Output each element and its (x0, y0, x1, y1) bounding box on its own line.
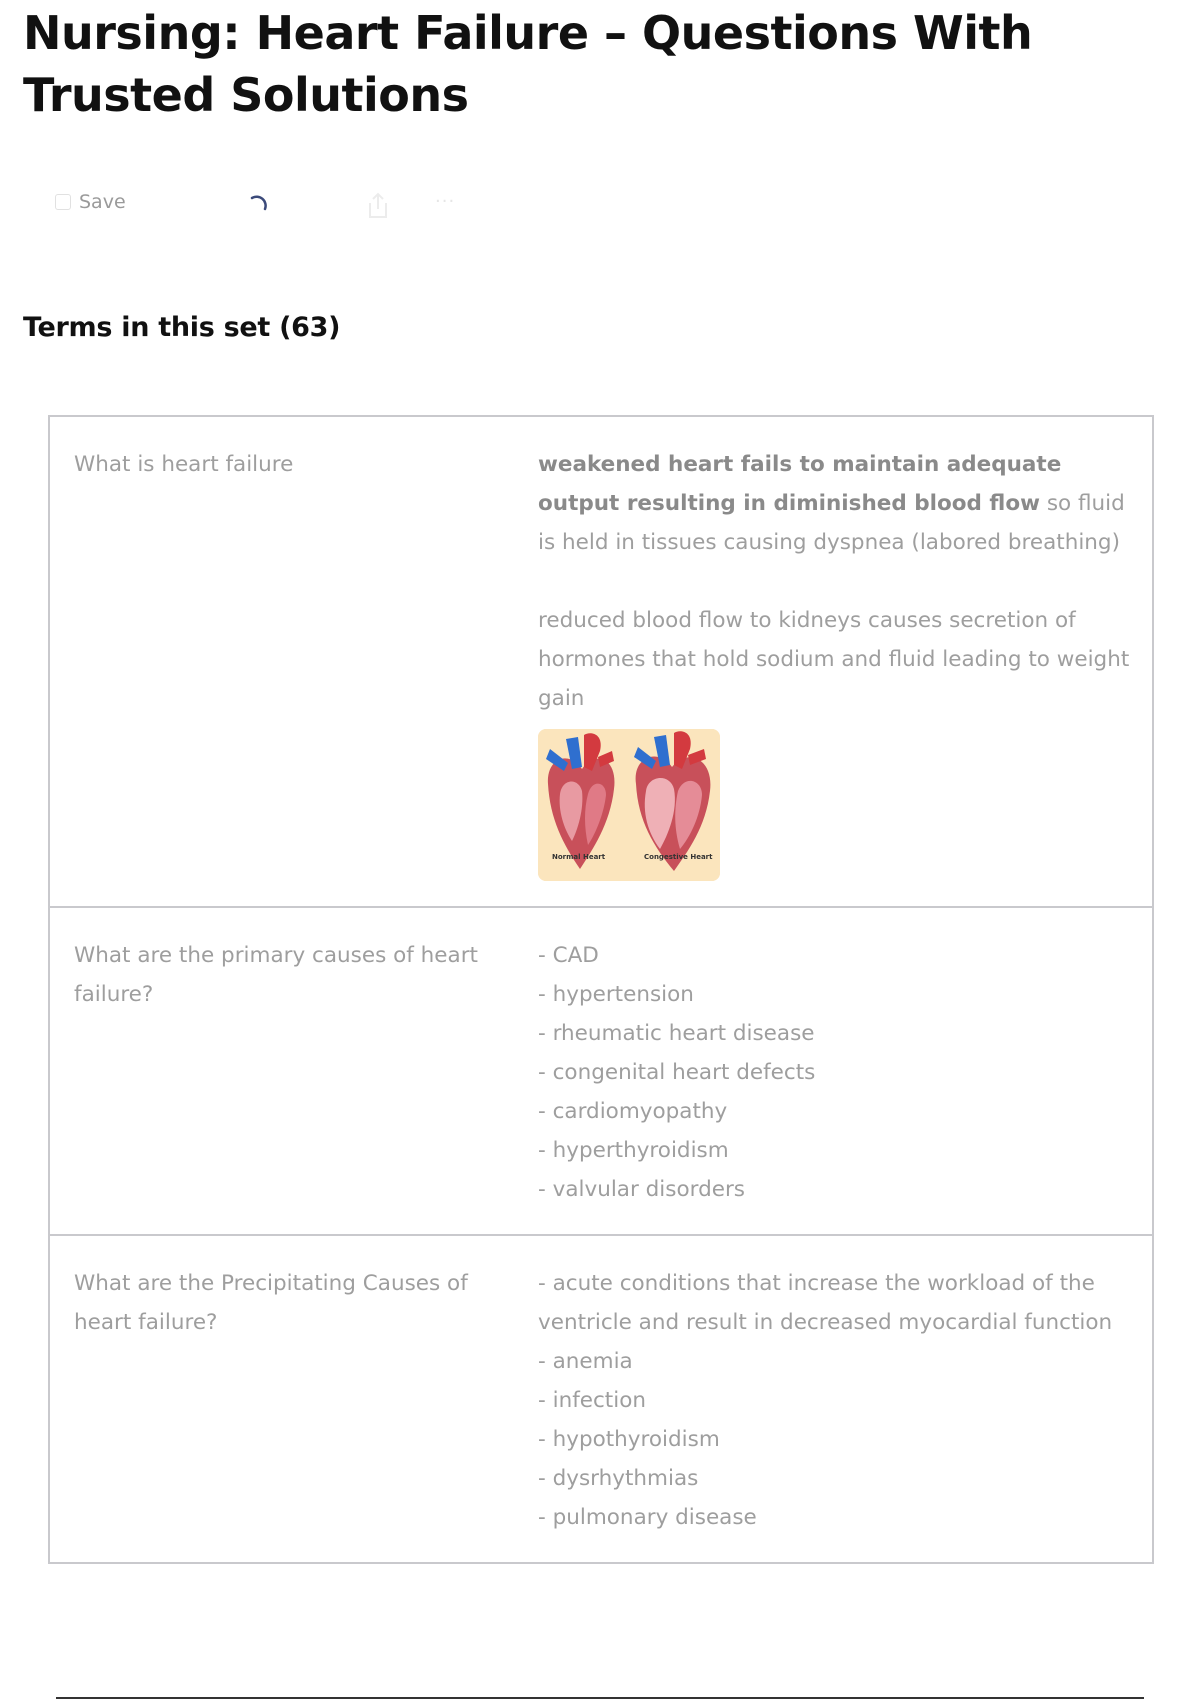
definition (520, 1236, 1152, 1562)
definition (520, 417, 1152, 906)
term-text: What are the Precipitating Causes of heart failure? (74, 1271, 468, 1335)
term-card (50, 1236, 1152, 1564)
save-label: Save (79, 191, 126, 213)
definition-line: - CAD (538, 943, 599, 968)
more-options-icon[interactable]: ··· (435, 191, 456, 212)
definition-line: - acute conditions that increase the workload of the ventricle and result in decreased myocardial function (538, 1271, 1113, 1335)
definition-line: - infection (538, 1388, 646, 1413)
terms-list (48, 415, 1154, 1564)
definition-paragraph: reduced blood flow to kidneys causes secretion of hormones that hold sodium and fluid leading to weight gain (538, 608, 1130, 711)
loading-spinner-icon (245, 189, 273, 219)
definition-line: - rheumatic heart disease (538, 1021, 815, 1046)
definition-emphasis: weakened heart fails to maintain adequate output resulting in diminished blood flow (538, 452, 1062, 516)
definition-line: - valvular disorders (538, 1177, 745, 1202)
footer-divider (56, 1697, 1144, 1699)
definition-line: - anemia (538, 1349, 633, 1374)
definition-line: - hypothyroidism (538, 1427, 720, 1452)
term-text: What is heart failure (74, 452, 294, 477)
definition-line: - cardiomyopathy (538, 1099, 728, 1124)
definition-line: - congenital heart defects (538, 1060, 816, 1085)
term-card (50, 908, 1152, 1236)
toolbar (50, 185, 550, 230)
share-icon[interactable] (365, 191, 391, 221)
definition-line: - pulmonary disease (538, 1505, 757, 1530)
definition-line: - dysrhythmias (538, 1466, 699, 1491)
definition (520, 908, 1152, 1234)
terms-heading: Terms in this set (63) (23, 312, 341, 343)
definition-text: so fluid is held in tissues causing dyspnea (labored breathing) (538, 491, 1125, 555)
bookmark-icon (55, 194, 71, 210)
definition-line: - hypertension (538, 982, 694, 1007)
image-caption-congestive: Congestive Heart (644, 853, 713, 861)
save-button[interactable] (55, 191, 126, 213)
term-text: What are the primary causes of heart failure? (74, 943, 478, 1007)
heart-diagram-image[interactable] (538, 729, 720, 881)
image-caption-normal: Normal Heart (552, 853, 606, 861)
term-card (50, 417, 1152, 908)
definition-line: - hyperthyroidism (538, 1138, 729, 1163)
page-title: Nursing: Heart Failure – Questions With Trusted Solutions (23, 6, 1033, 122)
